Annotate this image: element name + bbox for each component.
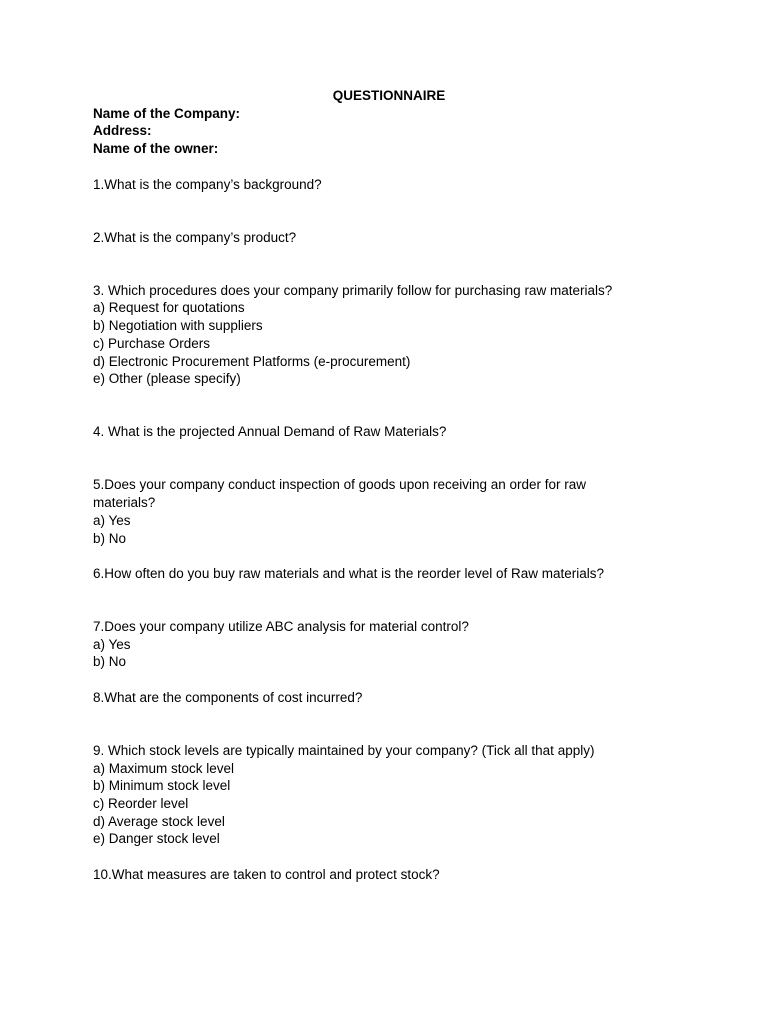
question-7: 7.Does your company utilize ABC analysis for material control? (93, 618, 469, 634)
spacer (93, 706, 675, 741)
question-9-option-a: a) Maximum stock level (93, 760, 235, 776)
address-field: Address: (93, 123, 152, 139)
page-title: QUESTIONNAIRE (332, 88, 446, 103)
spacer (93, 671, 675, 689)
question-10: 10.What measures are taken to control and protect stock? (93, 866, 440, 882)
question-9-option-d: d) Average stock level (93, 813, 225, 829)
question-5-option-b: b) No (93, 530, 127, 546)
question-4: 4. What is the projected Annual Demand of Raw Materials? (93, 424, 447, 440)
question-7-option-a: a) Yes (93, 636, 131, 652)
spacer (93, 193, 675, 228)
question-9-option-b: b) Minimum stock level (93, 778, 231, 794)
question-3-option-d: d) Electronic Procurement Platforms (e-procurement) (93, 353, 411, 369)
question-1: 1.What is the company’s background? (93, 176, 322, 192)
spacer (93, 848, 675, 866)
question-3-option-c: c) Purchase Orders (93, 335, 211, 351)
question-3: 3. Which procedures does your company primarily follow for purchasing raw materials? (93, 282, 613, 298)
question-9-option-c: c) Reorder level (93, 795, 189, 811)
question-9: 9. Which stock levels are typically maintained by your company? (Tick all that apply) (93, 742, 595, 758)
spacer (93, 246, 675, 281)
question-2: 2.What is the company’s product? (93, 229, 297, 245)
question-9-option-e: e) Danger stock level (93, 831, 220, 847)
question-7-option-b: b) No (93, 654, 127, 670)
spacer (93, 388, 675, 423)
question-6: 6.How often do you buy raw materials and what is the reorder level of Raw materials? (93, 565, 604, 581)
question-3-option-e: e) Other (please specify) (93, 371, 241, 387)
question-3-option-b: b) Negotiation with suppliers (93, 318, 263, 334)
question-3-option-a: a) Request for quotations (93, 300, 245, 316)
question-5-option-a: a) Yes (93, 512, 131, 528)
spacer (93, 441, 675, 476)
spacer (93, 158, 675, 176)
question-8: 8.What are the components of cost incurred? (93, 689, 363, 705)
spacer (93, 583, 675, 618)
spacer (93, 547, 675, 565)
company-name-field: Name of the Company: (93, 105, 241, 121)
question-5: 5.Does your company conduct inspection of goods upon receiving an order for raw materials? (93, 477, 587, 511)
owner-name-field: Name of the owner: (93, 141, 219, 157)
